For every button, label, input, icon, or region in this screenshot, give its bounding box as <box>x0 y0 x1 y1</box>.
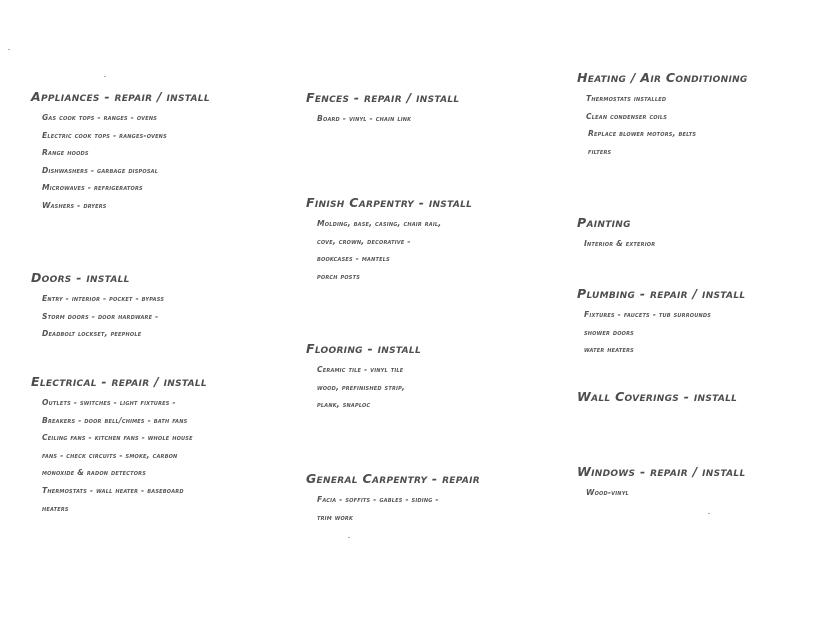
section-painting <box>577 215 655 253</box>
section-line: Board - vinyl - chain link <box>317 114 412 123</box>
section-title: Flooring - install <box>306 341 421 356</box>
section-wall-coverings <box>577 389 737 409</box>
section-line: Ceiling fans - kitchen fans - whole house <box>42 433 193 443</box>
section-line: Outlets - switches - light fixtures - <box>42 398 176 407</box>
section-line: cove, crown, decorative - <box>317 236 411 246</box>
section-line: Deadbolt lockset, peephole <box>42 329 142 339</box>
section-line: filters <box>588 146 612 156</box>
section-windows <box>577 464 746 502</box>
section-flooring <box>306 341 421 414</box>
section-line: Fixtures - faucets - tub surrounds <box>584 310 712 319</box>
scan-speck <box>104 76 106 77</box>
section-doors <box>31 270 164 343</box>
section-title: Appliances - repair / install <box>31 89 210 104</box>
section-title: Plumbing - repair / install <box>577 286 746 301</box>
section-title: General Carpentry - repair <box>306 471 480 486</box>
section-title: Windows - repair / install <box>577 464 746 479</box>
section-line: Interior & exterior <box>584 239 656 248</box>
section-title: Finish Carpentry - install <box>306 195 473 210</box>
section-title: Doors - install <box>31 270 130 285</box>
section-line: Breakers - door bell/chimes - bath fans <box>42 415 188 425</box>
section-line: plank, snaploc <box>317 400 371 410</box>
section-title: Heating / Air Conditioning <box>577 70 748 85</box>
section-line: Molding, base, casing, chair rail, <box>317 219 442 228</box>
section-title: Electrical - repair / install <box>31 374 207 389</box>
section-line: Dishwashers - garbage disposal <box>42 165 159 175</box>
section-fences <box>306 90 459 128</box>
section-line: trim work <box>317 512 354 522</box>
section-line: Thermostats installed <box>586 94 667 103</box>
section-line: Facia - soffits - gables - siding - <box>317 495 439 504</box>
section-appliances <box>31 89 210 215</box>
section-line: Gas cook tops - ranges - ovens <box>42 113 158 122</box>
section-line: heaters <box>42 503 69 513</box>
section-line: Clean condenser coils <box>586 111 668 121</box>
section-line: Range hoods <box>42 148 89 158</box>
section-line: shower doors <box>584 327 634 337</box>
section-line: wood, prefinished strip, <box>317 382 406 392</box>
section-line: water heaters <box>584 345 634 355</box>
section-line: Thermostats - wall heater - baseboard <box>42 485 184 495</box>
section-finish-carpentry <box>306 195 472 285</box>
scan-speck <box>8 49 10 50</box>
section-title: Fences - repair / install <box>306 90 460 105</box>
scan-speck <box>708 513 710 514</box>
section-line: monoxide & radon detectors <box>42 468 146 478</box>
section-plumbing <box>577 286 745 359</box>
section-line: Ceramic tile - vinyl tile <box>317 365 404 374</box>
section-electrical <box>31 374 207 517</box>
section-line: Wood-vinyl <box>586 488 629 497</box>
section-line: porch posts <box>317 271 360 281</box>
section-line: Replace blower motors, belts <box>588 129 697 139</box>
section-line: Entry - interior - pocket - bypass <box>42 294 165 303</box>
section-heating-air <box>577 70 748 160</box>
section-line: bookcases - mantels <box>317 254 390 264</box>
section-line: Electric cook tops - ranges-ovens <box>42 130 167 140</box>
section-line: Storm doors - door hardware - <box>42 311 159 321</box>
section-line: Microwaves - refrigerators <box>42 183 143 193</box>
section-general-carpentry <box>306 471 480 526</box>
section-line: Washers - dryers <box>42 200 107 210</box>
section-line: fans - check circuits - smoke, carbon <box>42 450 178 460</box>
scan-speck <box>348 537 350 538</box>
section-title: Painting <box>577 215 631 230</box>
section-title: Wall Coverings - install <box>577 389 738 404</box>
